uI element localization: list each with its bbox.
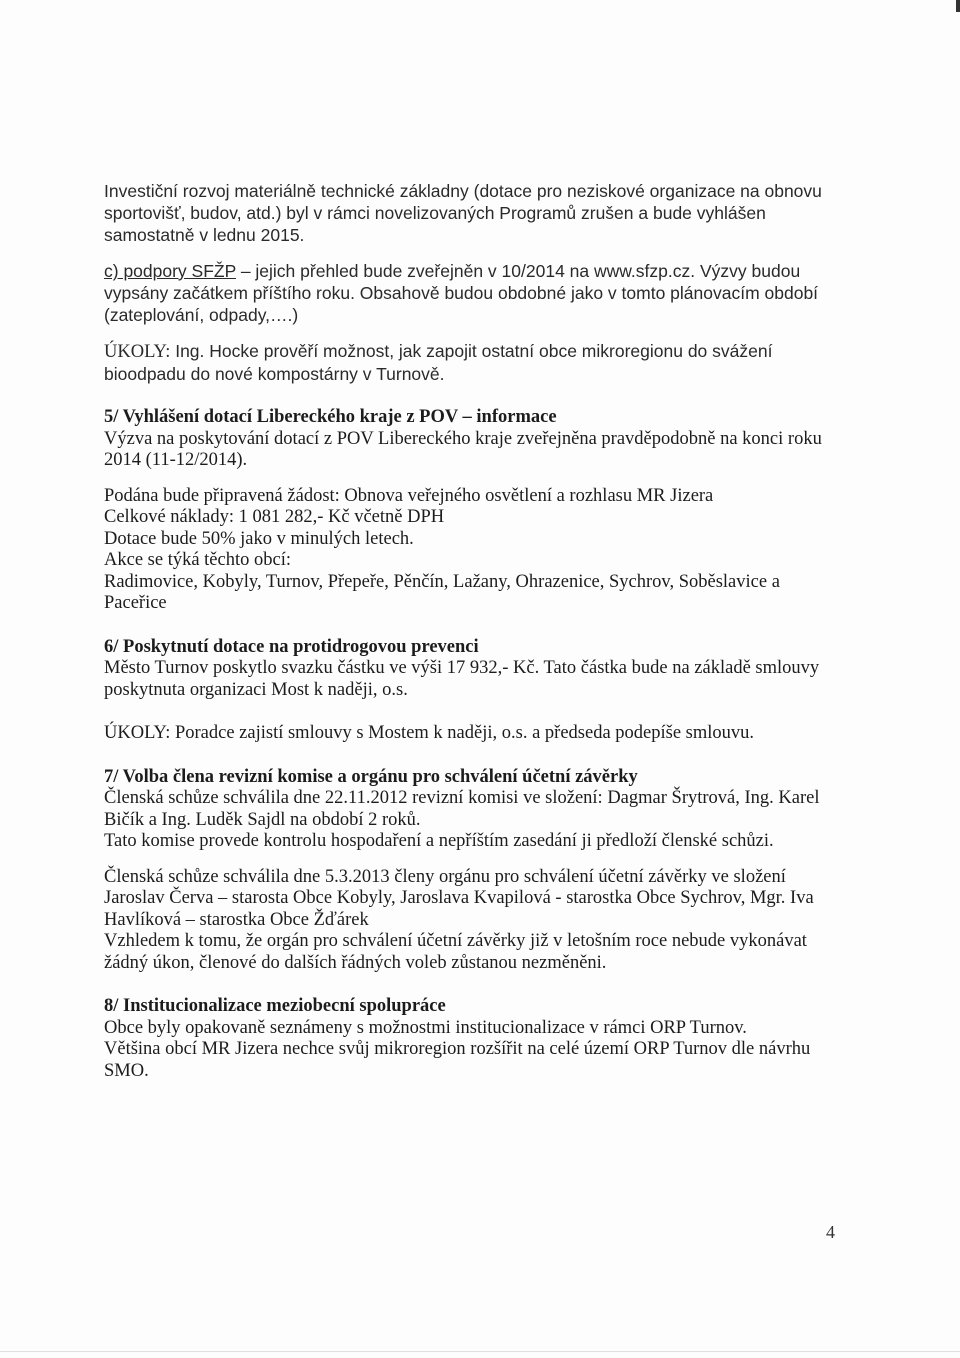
intro-line: sportovišť, budov, atd.) byl v rámci novelizovaných Programů zrušen a bude vyhlášen [104, 203, 766, 223]
section-6-line: poskytnuta organizaci Most k naději, o.s. [104, 679, 408, 700]
scan-corner-mark [956, 0, 960, 12]
tasks-line: bioodpadu do nové kompostárny v Turnově. [104, 364, 445, 384]
section-7-line: Členská schůze schválila dne 5.3.2013 členy orgánu pro schválení účetní závěrky ve složení [104, 866, 786, 887]
sfzp-line [104, 260, 840, 282]
tasks-label: ÚKOLY: [104, 342, 171, 362]
sfzp-line: (zateplování, odpady,….) [104, 305, 299, 325]
section-7-line: Jaroslav Červa – starosta Obce Kobyly, Jaroslava Kvapilová - starostka Obce Sychrov, Mgr. Iva [104, 888, 814, 908]
section-7 [104, 767, 840, 975]
intro-line: samostatně v lednu 2015. [104, 225, 305, 245]
section-7-line: Havlíková – starostka Obce Žďárek [104, 909, 369, 930]
tasks-text: Ing. Hocke prověří možnost, jak zapojit ostatní obce mikroregionu do svážení [170, 341, 773, 361]
section-8 [104, 996, 840, 1082]
tasks-paragraph-1 [104, 340, 840, 385]
section-6 [104, 637, 840, 702]
tasks-label: ÚKOLY: [104, 723, 171, 743]
section-8-line: Obce byly opakovaně seznámeny s možnostmi institucionalizace v rámci ORP Turnov. [104, 1017, 747, 1038]
section-6-line: Město Turnov poskytlo svazku částku ve výši 17 932,- Kč. Tato částka bude na základě smlouvy [104, 658, 820, 678]
tasks-paragraph-2 [104, 723, 840, 745]
section-5-line: Výzva na poskytování dotací z POV Libereckého kraje zveřejněna pravděpodobně na konci roku [104, 428, 822, 449]
tasks-text: Poradce zajistí smlouvy s Mostem k naději, o.s. a předseda podepíše smlouvu. [170, 723, 755, 743]
sfzp-link-text: c) podpory SFŽP [104, 261, 236, 281]
section-5-line: Akce se týká těchto obcí: [104, 550, 291, 570]
sfzp-line-rest: – jejich přehled bude zveřejněn v 10/2014 na www.sfzp.cz. Výzvy budou [235, 261, 801, 281]
tasks-line [104, 723, 840, 745]
sfzp-line: vypsány začátkem příštího roku. Obsahově budou obdobné jako v tomto plánovacím období [104, 283, 819, 303]
section-5-line: Dotace bude 50% jako v minulých letech. [104, 528, 414, 549]
section-5-line: Paceřice [104, 593, 167, 613]
section-7-heading: 7/ Volba člena revizní komise a orgánu pro schválení účetní závěrky [104, 766, 638, 787]
section-8-heading: 8/ Institucionalizace meziobecní spolupráce [104, 996, 446, 1016]
intro-paragraph [104, 180, 840, 246]
intro-line: Investiční rozvoj materiálně technické základny (dotace pro neziskové organizace na obnovu [104, 181, 822, 201]
scan-edge-line [0, 1351, 960, 1352]
section-8-line: Většina obcí MR Jizera nechce svůj mikroregion rozšířit na celé území ORP Turnov dle návrhu [104, 1039, 811, 1059]
page-content [104, 180, 840, 1082]
page-number: 4 [826, 1222, 835, 1242]
section-6-heading: 6/ Poskytnutí dotace na protidrogovou prevenci [104, 636, 479, 657]
section-7-line: Tato komise provede kontrolu hospodaření a nepříštím zasedání ji předloží členské schůzi. [104, 831, 774, 851]
section-5 [104, 407, 840, 615]
section-8-line: SMO. [104, 1060, 149, 1081]
section-5-line: Celkové náklady: 1 081 282,- Kč včetně DPH [104, 507, 445, 527]
section-7-line: žádný úkon, členové do dalších řádných voleb zůstanou nezměněni. [104, 952, 607, 973]
tasks-line [104, 340, 840, 363]
section-7-line: Bičík a Ing. Luděk Sajdl na období 2 roků. [104, 809, 421, 830]
section-5-line: 2014 (11-12/2014). [104, 450, 248, 470]
sfzp-paragraph [104, 260, 840, 326]
section-5-line: Podána bude připravená žádost: Obnova veřejného osvětlení a rozhlasu MR Jizera [104, 485, 714, 506]
section-5-heading: 5/ Vyhlášení dotací Libereckého kraje z POV – informace [104, 407, 557, 427]
section-7-line: Vzhledem k tomu, že orgán pro schválení účetní závěrky již v letošním roce nebude vykonávat [104, 931, 807, 951]
section-7-line: Členská schůze schválila dne 22.11.2012 revizní komisi ve složení: Dagmar Šrytrová, Ing. Karel [104, 788, 820, 808]
section-5-line: Radimovice, Kobyly, Turnov, Přepeře, Pěnčín, Lažany, Ohrazenice, Sychrov, Soběslavice a [104, 571, 780, 592]
